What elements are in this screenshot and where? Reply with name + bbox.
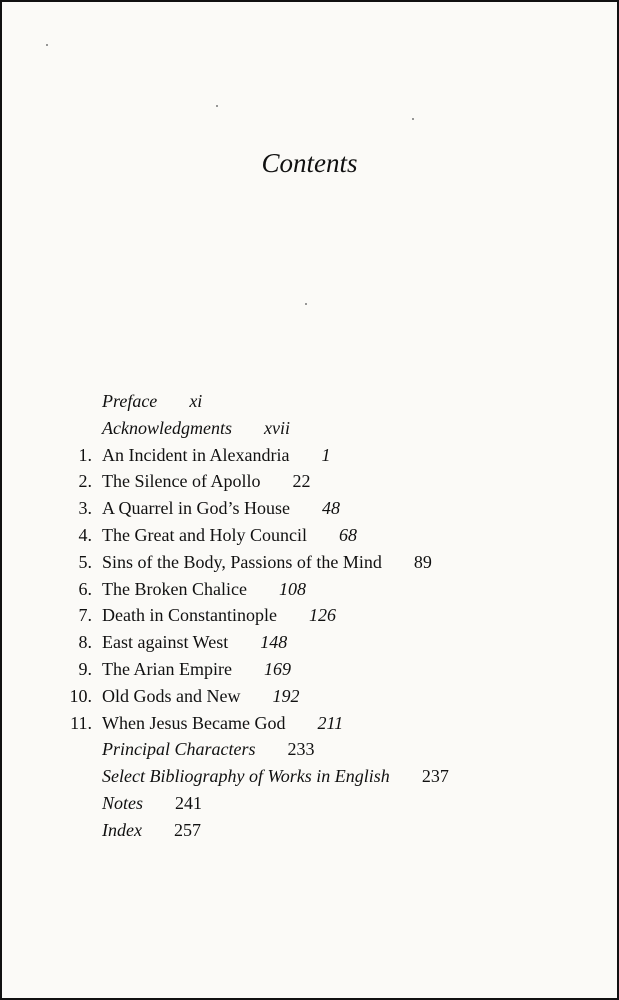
chapter-number: 2. — [78, 471, 92, 492]
entry-page: 126 — [308, 605, 336, 626]
toc-entry-chapter-4 — [2, 522, 617, 549]
toc-entry-preface — [2, 388, 617, 415]
chapter-number: 4. — [78, 524, 92, 545]
entry-page: 108 — [278, 578, 306, 599]
toc-entry-chapter-10 — [2, 683, 617, 710]
entry-page: xi — [189, 391, 203, 411]
entry-page: 192 — [272, 685, 300, 706]
entry-page: 257 — [173, 819, 201, 840]
toc-entry-bibliography — [2, 763, 617, 790]
entry-page: 237 — [421, 766, 449, 787]
toc-entry-chapter-1 — [2, 442, 617, 469]
toc-entry-chapter-3 — [2, 495, 617, 522]
chapter-number: 8. — [78, 632, 92, 653]
entry-title: Old Gods and New — [102, 685, 241, 706]
toc-entry-chapter-11 — [2, 710, 617, 737]
toc-entry-principal-characters — [2, 736, 617, 763]
entry-page: 148 — [260, 632, 288, 653]
entry-title: Preface — [102, 391, 158, 411]
toc-entry-notes — [2, 790, 617, 817]
toc-entry-chapter-5 — [2, 549, 617, 576]
toc-entry-index — [2, 817, 617, 844]
entry-title: An Incident in Alexandria — [102, 444, 290, 465]
entry-page: 233 — [287, 739, 315, 760]
entry-page: 169 — [263, 658, 291, 679]
chapter-number: 5. — [78, 551, 92, 572]
entry-title: East against West — [102, 632, 229, 653]
chapter-number: 1. — [78, 444, 92, 465]
chapter-number: 3. — [78, 498, 92, 519]
toc-entry-chapter-9 — [2, 656, 617, 683]
chapter-number: 6. — [78, 578, 92, 599]
entry-title: Death in Constantinople — [102, 605, 277, 626]
entry-page: 1 — [321, 444, 331, 465]
entry-title: The Silence of Apollo — [102, 471, 261, 492]
entry-title: Acknowledgments — [102, 417, 232, 438]
entry-title: A Quarrel in God’s House — [102, 498, 290, 519]
entry-page: 68 — [338, 524, 357, 545]
entry-title: The Broken Chalice — [102, 578, 247, 599]
toc-entry-chapter-7 — [2, 602, 617, 629]
chapter-number: 10. — [69, 685, 92, 706]
entry-page: 241 — [175, 792, 203, 813]
contents-heading: Contents — [261, 148, 358, 178]
table-of-contents — [2, 388, 617, 844]
entry-title: Principal Characters — [102, 739, 256, 760]
chapter-number: 11. — [70, 712, 92, 733]
entry-title: When Jesus Became God — [102, 712, 286, 733]
entry-page: 48 — [321, 498, 340, 519]
entry-page: 211 — [317, 712, 344, 733]
chapter-number: 7. — [78, 605, 92, 626]
entry-page: xvii — [263, 417, 290, 438]
entry-page: 22 — [292, 471, 311, 492]
entry-title: Select Bibliography of Works in English — [102, 766, 390, 787]
toc-entry-chapter-6 — [2, 576, 617, 603]
entry-title: The Arian Empire — [102, 658, 232, 679]
toc-entry-chapter-2 — [2, 468, 617, 495]
entry-title: The Great and Holy Council — [102, 524, 307, 545]
toc-entry-chapter-8 — [2, 629, 617, 656]
entry-title: Sins of the Body, Passions of the Mind — [102, 551, 382, 572]
entry-title: Index — [102, 819, 142, 840]
entry-page: 89 — [413, 551, 432, 572]
chapter-number: 9. — [78, 658, 92, 679]
entry-title: Notes — [102, 792, 144, 813]
toc-entry-acknowledgments — [2, 415, 617, 442]
